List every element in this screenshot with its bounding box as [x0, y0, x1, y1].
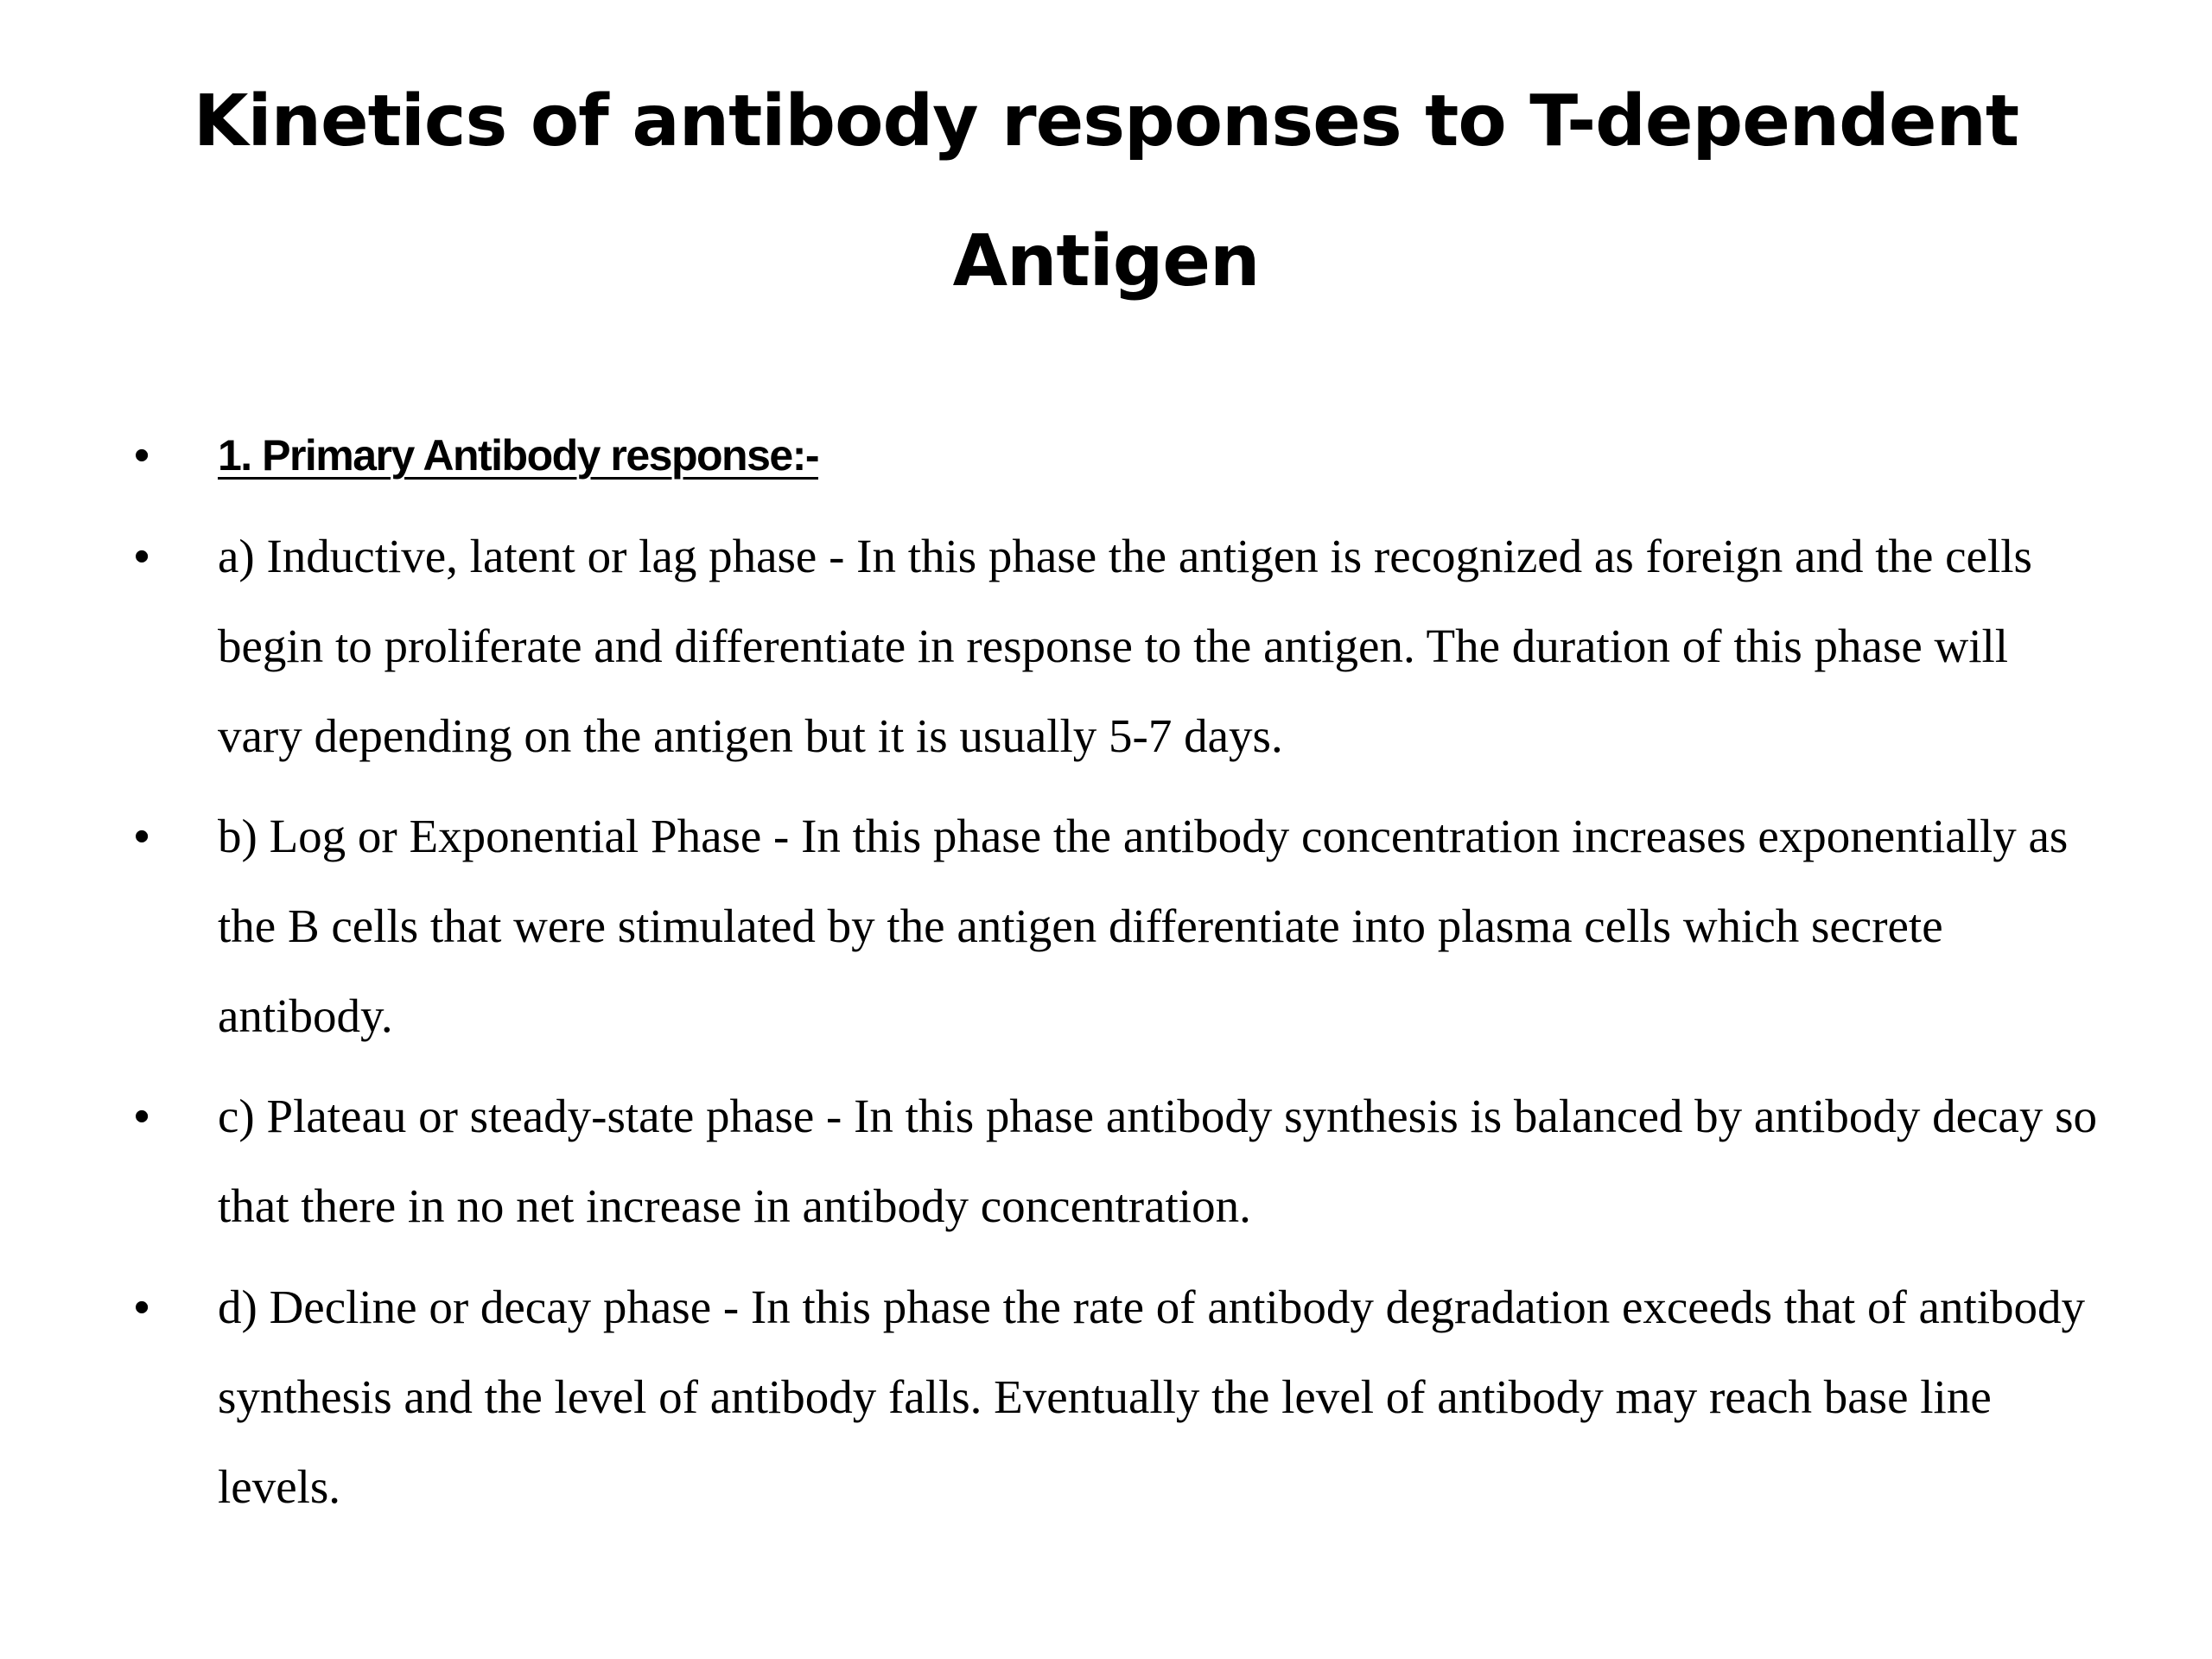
bullet-icon: •	[134, 430, 150, 480]
bullet-icon: •	[134, 811, 150, 861]
bullet-icon: •	[134, 531, 150, 582]
bullet-text-plateau-phase: c) Plateau or steady-state phase - In this phase antibody synthesis is balanced by antibody decay so that there in no net increase in antibody concentration.	[218, 1090, 2097, 1232]
bullet-text-log-phase: b) Log or Exponential Phase - In this phase the antibody concentration increases exponentially as the B cells that were stimulated by the antigen differentiate into plasma cells which secrete antibody.	[218, 810, 2069, 1042]
bullet-icon: •	[134, 1091, 150, 1141]
bullet-text-decline-phase: d) Decline or decay phase - In this phase the rate of antibody degradation exceeds that of antibody synthesis and the level of antibody falls. Eventually the level of antibody may reach base line levels.	[218, 1281, 2086, 1513]
section-heading: 1. Primary Antibody response:-	[218, 431, 818, 480]
slide-title: Kinetics of antibody responses to T-dependent Antigen	[193, 80, 2019, 302]
bullet-icon: •	[134, 1282, 150, 1332]
bullet-text-lag-phase: a) Inductive, latent or lag phase - In this phase the antigen is recognized as foreign and the cells begin to proliferate and differentiate in response to the antigen. The duration of this phase will vary depending on the antigen but it is usually 5-7 days.	[218, 530, 2032, 762]
